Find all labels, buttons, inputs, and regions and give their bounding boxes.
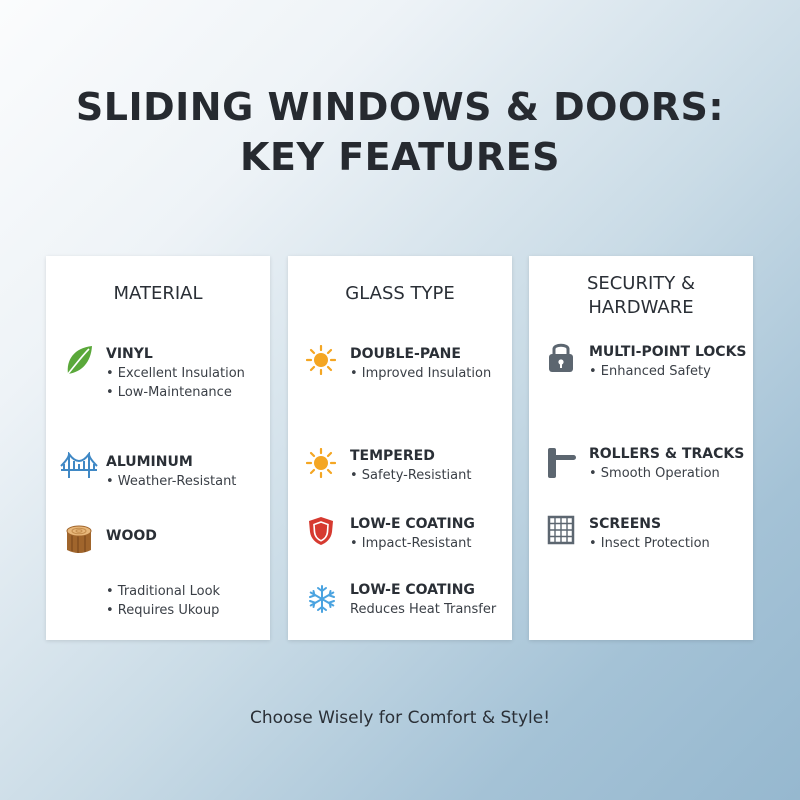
snowflake-icon xyxy=(307,584,337,614)
feature-vinyl xyxy=(106,344,245,402)
feature-name: TEMPERED xyxy=(350,448,435,464)
feature-name: VINYL xyxy=(106,346,153,362)
card-heading-line-1: SECURITY & xyxy=(586,273,696,294)
feature-wood xyxy=(106,526,157,546)
card-heading-security-hardware xyxy=(529,272,753,320)
feature-low-e-coating-2 xyxy=(350,580,496,619)
feature-name: SCREENS xyxy=(589,516,662,532)
page-title-line-1: SLIDING WINDOWS & DOORS: xyxy=(75,85,725,129)
feature-double-pane xyxy=(350,344,491,383)
feature-bullet: • Enhanced Safety xyxy=(589,364,711,379)
card-security-hardware xyxy=(529,256,753,640)
sun-icon xyxy=(306,448,336,478)
feature-bullet: • Improved Insulation xyxy=(350,366,492,381)
door-handle-icon xyxy=(546,446,578,480)
feature-bullet: • Insect Protection xyxy=(589,536,710,551)
card-heading-material: MATERIAL xyxy=(113,283,203,304)
feature-name: ALUMINUM xyxy=(106,454,193,470)
feature-name: ROLLERS & TRACKS xyxy=(589,446,745,462)
feature-name: DOUBLE-PANE xyxy=(350,346,461,362)
page-title-line-2: KEY FEATURES xyxy=(240,135,560,179)
card-material xyxy=(46,256,270,640)
screen-mesh-icon xyxy=(547,514,575,546)
wood-log-icon xyxy=(64,524,94,556)
page-title xyxy=(0,82,800,182)
feature-name: MULTI-POINT LOCKS xyxy=(589,344,747,360)
feature-wood-bullets xyxy=(106,582,220,620)
feature-bullet: Reduces Heat Transfer xyxy=(350,602,497,617)
footer-tagline: Choose Wisely for Comfort & Style! xyxy=(249,708,551,728)
sun-icon xyxy=(306,345,336,375)
feature-screens xyxy=(589,514,710,553)
feature-bullet: • Requires Ukoup xyxy=(106,603,220,618)
feature-multi-point-locks xyxy=(589,342,747,381)
leaf-icon xyxy=(64,344,94,376)
feature-bullet: • Weather-Resistant xyxy=(106,474,237,489)
feature-aluminum xyxy=(106,452,236,491)
feature-bullet: • Low-Maintenance xyxy=(106,385,232,400)
card-glass-type xyxy=(288,256,512,640)
feature-bullet: • Safety-Resistiant xyxy=(350,468,472,483)
card-heading-glass-type: GLASS TYPE xyxy=(345,283,455,304)
feature-low-e-coating-1 xyxy=(350,514,475,553)
feature-tempered xyxy=(350,446,471,485)
feature-bullet: • Excellent Insulation xyxy=(106,366,245,381)
lock-icon xyxy=(547,340,575,374)
feature-name: WOOD xyxy=(106,528,157,544)
feature-name: LOW-E COATING xyxy=(350,582,475,598)
feature-bullet: • Smooth Operation xyxy=(589,466,720,481)
feature-rollers-tracks xyxy=(589,444,744,483)
feature-bullet: • Impact-Resistant xyxy=(350,536,472,551)
card-heading-line-2: HARDWARE xyxy=(588,297,694,318)
feature-bullet: • Traditional Look xyxy=(106,584,221,599)
bridge-icon xyxy=(60,452,98,480)
feature-name: LOW-E COATING xyxy=(350,516,475,532)
shield-icon xyxy=(308,516,334,546)
